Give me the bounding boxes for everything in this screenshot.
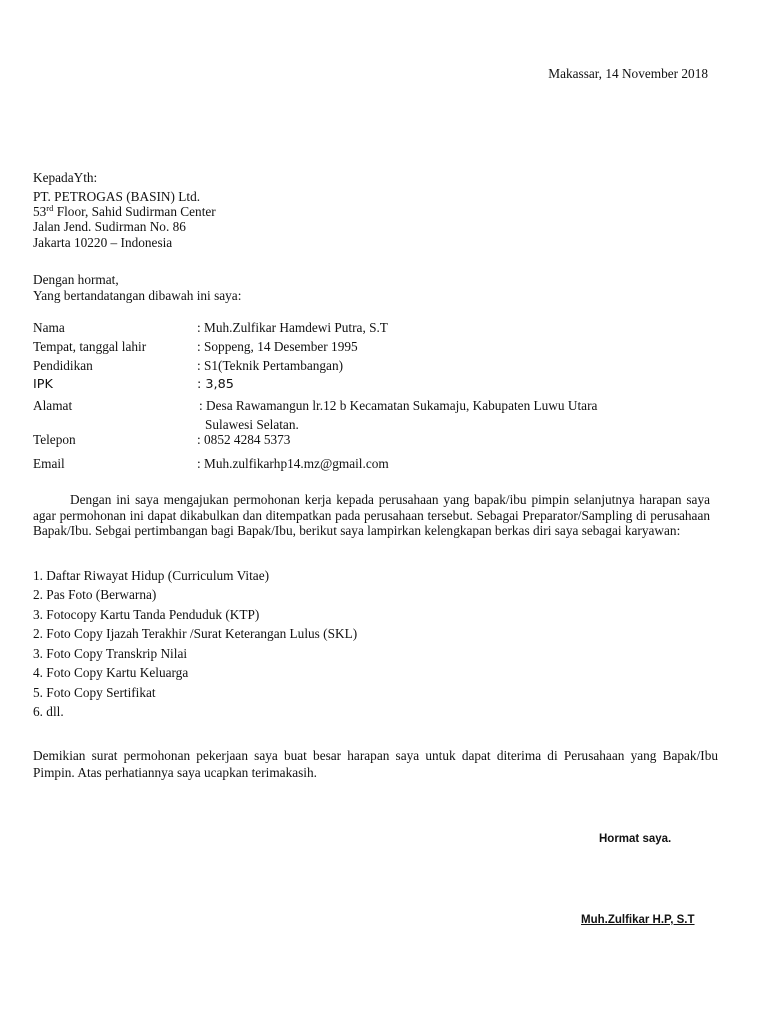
floor-building: Floor, Sahid Sudirman Center xyxy=(53,204,216,219)
value-email: : Muh.zulfikarhp14.mz@gmail.com xyxy=(197,456,389,471)
label-alamat: Alamat xyxy=(33,398,73,413)
recipient-salutation: KepadaYth: xyxy=(33,170,98,185)
label-email: Email xyxy=(33,456,65,471)
attachment-item: 5. Foto Copy Sertifikat xyxy=(33,685,156,700)
attachment-item: 6. dll. xyxy=(33,704,64,719)
greeting: Dengan hormat, xyxy=(33,272,119,287)
body-paragraph xyxy=(33,492,710,539)
attachment-item: 2. Foto Copy Ijazah Terakhir /Surat Keterangan Lulus (SKL) xyxy=(33,626,358,641)
label-ttl: Tempat, tanggal lahir xyxy=(33,339,147,354)
value-ttl: : Soppeng, 14 Desember 1995 xyxy=(197,339,358,354)
label-nama: Nama xyxy=(33,320,65,335)
closing-paragraph xyxy=(33,748,718,781)
signature-name: Muh.Zulfikar H.P, S.T xyxy=(581,914,695,926)
recipient-city: Jakarta 10220 – Indonesia xyxy=(33,235,173,250)
value-nama: : Muh.Zulfikar Hamdewi Putra, S.T xyxy=(197,320,388,335)
recipient-company: PT. PETROGAS (BASIN) Ltd. xyxy=(33,189,201,204)
attachment-item: 2. Pas Foto (Berwarna) xyxy=(33,587,157,602)
floor-ordinal: rd xyxy=(46,203,54,213)
place-date: Makassar, 14 November 2018 xyxy=(548,66,708,81)
attachment-item: 4. Foto Copy Kartu Keluarga xyxy=(33,665,189,680)
attachment-item: 3. Fotocopy Kartu Tanda Penduduk (KTP) xyxy=(33,607,260,622)
floor-number: 53 xyxy=(33,204,47,219)
attachment-item: 1. Daftar Riwayat Hidup (Curriculum Vitae) xyxy=(33,568,270,583)
value-telepon: : 0852 4284 5373 xyxy=(197,432,291,447)
value-ipk: : 3,85 xyxy=(197,377,234,392)
value-alamat-continued: Sulawesi Selatan. xyxy=(205,417,299,432)
intro-line: Yang bertandatangan dibawah ini saya: xyxy=(33,288,242,303)
attachment-item: 3. Foto Copy Transkrip Nilai xyxy=(33,646,188,661)
sign-off: Hormat saya. xyxy=(599,833,672,845)
recipient-street: Jalan Jend. Sudirman No. 86 xyxy=(33,219,186,234)
recipient-floor xyxy=(33,204,216,220)
label-telepon: Telepon xyxy=(33,432,76,447)
value-pendidikan: : S1(Teknik Pertambangan) xyxy=(197,358,344,373)
closing-text: Demikian surat permohonan pekerjaan saya buat besar harapan saya untuk dapat diterima di Perusahaan yang Bapak/Ibu Pimpin. Atas perhatiannya saya ucapkan terimakasih. xyxy=(33,748,718,780)
body-text: Dengan ini saya mengajukan permohonan kerja kepada perusahaan yang bapak/ibu pimpin selanjutnya harapan saya agar permohonan ini dapat dikabulkan dan ditempatkan pada perusahaan tersebut. Sebagai Preparator/Sampling di perusahaan Bapak/Ibu. Sebgai pertimbangan bagi Bapak/Ibu, berikut saya lampirkan kelengkapan berkas diri saya sebagai karyawan: xyxy=(33,492,710,539)
label-pendidikan: Pendidikan xyxy=(33,358,93,373)
value-alamat: : Desa Rawamangun lr.12 b Kecamatan Sukamaju, Kabupaten Luwu Utara xyxy=(199,398,598,413)
label-ipk: IPK xyxy=(33,377,53,392)
